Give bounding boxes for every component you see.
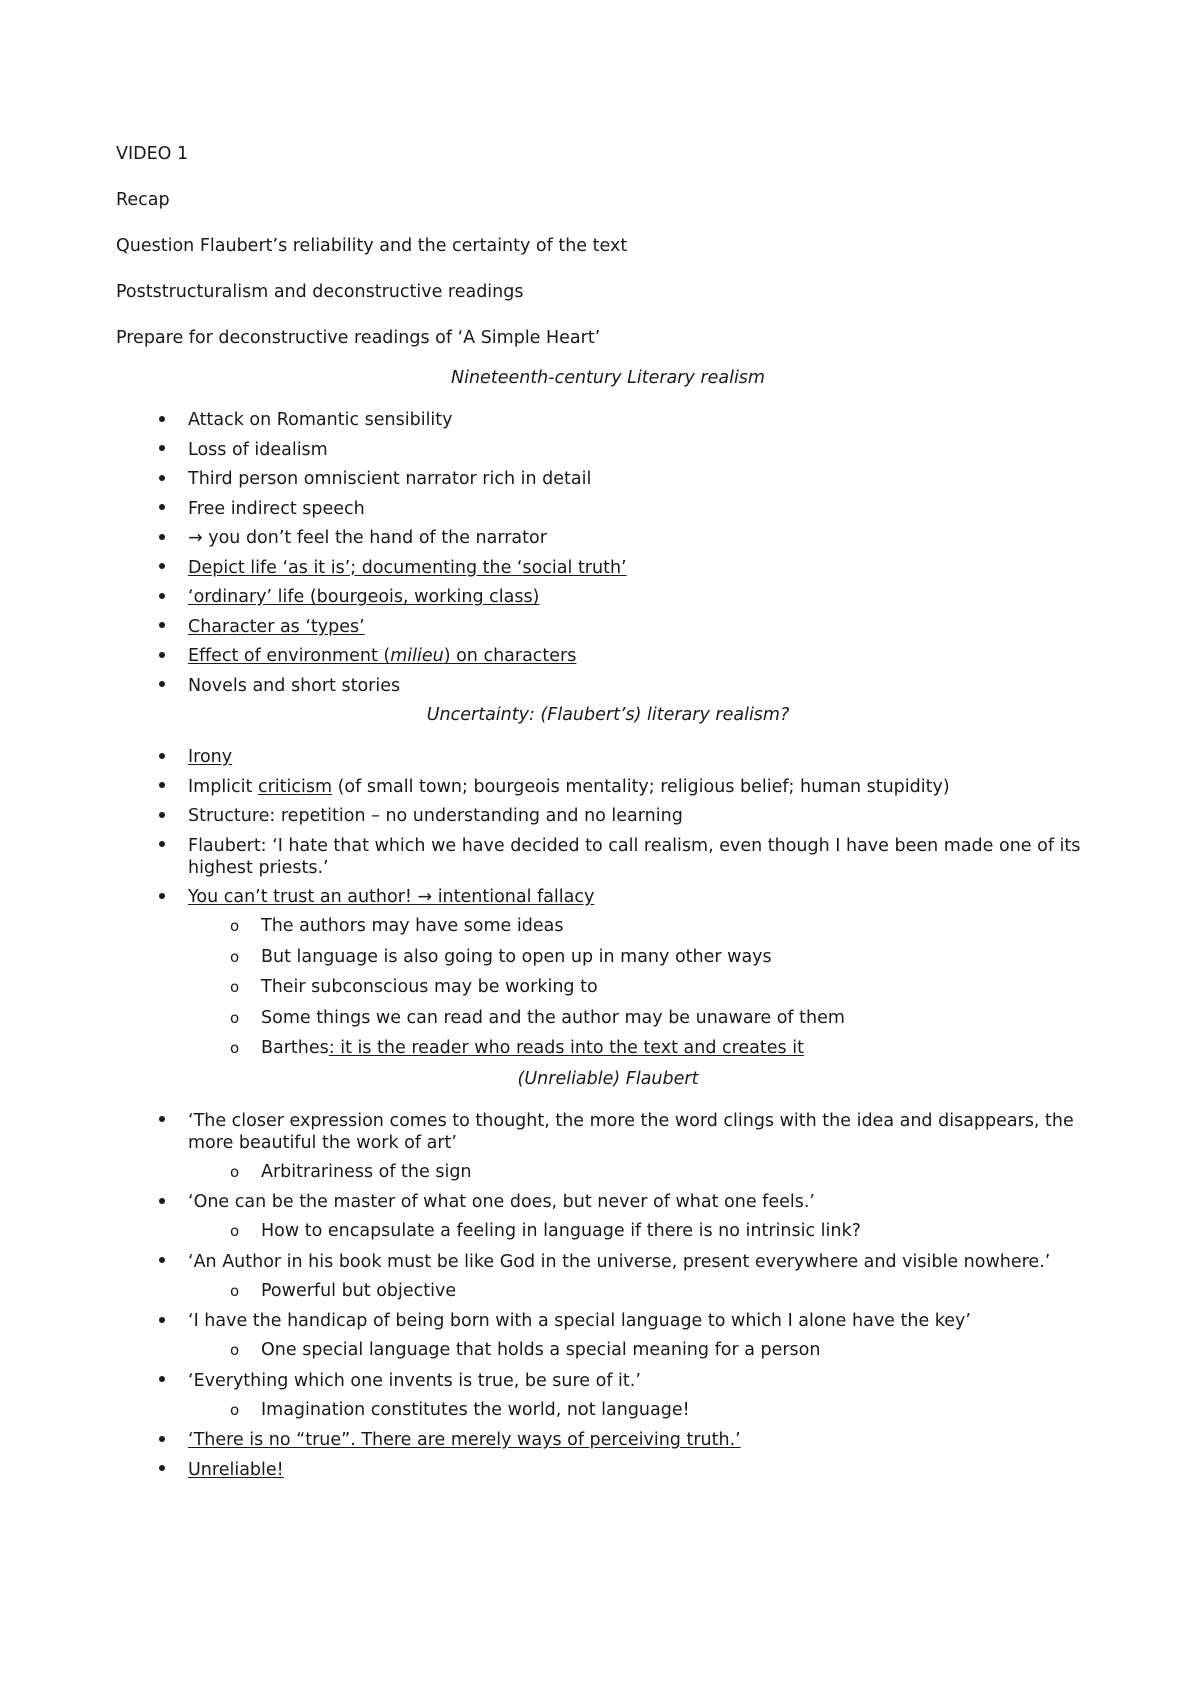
intro-line: Prepare for deconstructive readings of ‘A Simple Heart’ <box>116 328 601 348</box>
bullet-list <box>116 409 1100 697</box>
bullet-icon <box>158 1191 166 1213</box>
list-item: ‘ordinary’ life (bourgeois, working class) <box>116 586 1100 608</box>
list-item: Flaubert: ‘I hate that which we have decided to call realism, even though I have been made one of its highest priests.’ <box>116 835 1108 879</box>
section-heading: (Unreliable) Flaubert <box>517 1068 699 1089</box>
bullet-list <box>116 1110 1100 1481</box>
list-item: Free indirect speech <box>116 498 1100 520</box>
list-item: Novels and short stories <box>116 675 1100 697</box>
sub-list <box>188 1339 1108 1361</box>
list-item: Depict life ‘as it is’; documenting the ‘social truth’ <box>116 557 1100 579</box>
bullet-icon <box>158 498 166 520</box>
list-item: Third person omniscient narrator rich in detail <box>116 468 1100 490</box>
bullet-icon <box>158 439 166 461</box>
section-heading: Nineteenth-century Literary realism <box>451 368 765 388</box>
sub-list-item: o Powerful but objective <box>230 1280 457 1301</box>
list-item: Irony <box>116 746 1100 768</box>
bullet-icon <box>158 1251 166 1273</box>
bullet-icon <box>158 409 166 431</box>
sub-list-item: o Arbitrariness of the sign <box>230 1161 472 1182</box>
sub-list-item: o Imagination constitutes the world, not language! <box>230 1399 690 1420</box>
circle-marker-icon: o <box>230 1039 240 1057</box>
bullet-icon <box>158 1110 166 1132</box>
list-item: You can’t trust an author! → intentional fallacy o The authors may have some ideas o But language is also going to open up in many other ways o Their subconscious may be working to o Some things we can read and the author may be unaware of them o Barthes: it is the reader who reads into the text and creates it <box>116 886 1100 1059</box>
list-item: Effect of environment (milieu) on characters <box>116 645 1100 667</box>
circle-marker-icon: o <box>230 917 240 935</box>
list-item: Structure: repetition – no understanding and no learning <box>116 805 1100 827</box>
bullet-icon <box>158 557 166 579</box>
bullet-icon <box>158 746 166 768</box>
bullet-icon <box>158 1370 166 1392</box>
circle-marker-icon: o <box>230 1222 240 1240</box>
bullet-list <box>116 746 1100 1059</box>
doc-title: VIDEO 1 <box>116 144 189 164</box>
list-item: ‘There is no “true”. There are merely ways of perceiving truth.’ <box>116 1429 1100 1451</box>
sub-list-item: o One special language that holds a special meaning for a person <box>230 1340 821 1360</box>
list-item: Implicit criticism (of small town; bourgeois mentality; religious belief; human stupidity) <box>116 776 1100 798</box>
circle-marker-icon: o <box>230 1162 240 1181</box>
list-item: ‘An Author in his book must be like God in the universe, present everywhere and visible nowhere.’ o Powerful but objective <box>116 1251 1108 1302</box>
list-item: ‘I have the handicap of being born with a special language to which I alone have the key’ o One special language that holds a special meaning for a person <box>116 1310 1108 1361</box>
list-item: ‘The closer expression comes to thought, the more the word clings with the idea and disappears, the more beautiful the work of art’ o Arbitrariness of the sign <box>116 1110 1108 1183</box>
bullet-icon <box>158 616 166 638</box>
list-item: Attack on Romantic sensibility <box>116 409 1100 431</box>
bullet-icon <box>158 675 166 697</box>
bullet-icon <box>158 805 166 827</box>
bullet-icon <box>158 645 166 667</box>
sub-list-item: o Barthes: it is the reader who reads into the text and creates it <box>230 1038 804 1058</box>
circle-marker-icon: o <box>230 947 240 966</box>
sub-list-item: o The authors may have some ideas <box>230 916 564 936</box>
list-item: ‘One can be the master of what one does, but never of what one feels.’ o How to encapsulate a feeling in language if there is no intrinsic link? <box>116 1191 1100 1242</box>
circle-marker-icon: o <box>230 1400 240 1419</box>
list-item: → you don’t feel the hand of the narrator <box>116 527 1100 549</box>
circle-marker-icon: o <box>230 1281 240 1300</box>
bullet-icon <box>158 1310 166 1332</box>
circle-marker-icon: o <box>230 1008 240 1027</box>
sub-list-item: o But language is also going to open up in many other ways <box>230 946 772 967</box>
sub-list <box>188 1161 1108 1183</box>
list-item: Loss of idealism <box>116 439 1100 461</box>
bullet-icon <box>158 886 166 908</box>
sub-list <box>188 1280 1108 1302</box>
list-item: ‘Everything which one invents is true, be sure of it.’ o Imagination constitutes the world, not language! <box>116 1370 1100 1421</box>
bullet-icon <box>158 835 166 857</box>
sub-list-item: o Their subconscious may be working to <box>230 977 598 997</box>
bullet-icon <box>158 776 166 798</box>
circle-marker-icon: o <box>230 978 240 996</box>
sub-list <box>188 1220 1100 1242</box>
sub-list <box>188 915 1100 1059</box>
bullet-icon <box>158 1459 166 1481</box>
intro-line: Question Flaubert’s reliability and the certainty of the text <box>116 236 628 256</box>
circle-marker-icon: o <box>230 1341 240 1359</box>
list-item: Character as ‘types’ <box>116 616 1100 638</box>
bullet-icon <box>158 527 166 549</box>
bullet-icon <box>158 1429 166 1451</box>
sub-list-item: o How to encapsulate a feeling in language if there is no intrinsic link? <box>230 1221 861 1241</box>
bullet-icon <box>158 468 166 490</box>
section-heading: Uncertainty: (Flaubert’s) literary realism? <box>426 705 790 725</box>
sub-list <box>188 1399 1100 1421</box>
intro-line: Poststructuralism and deconstructive readings <box>116 282 524 302</box>
intro-line: Recap <box>116 190 170 210</box>
bullet-icon <box>158 586 166 608</box>
sub-list-item: o Some things we can read and the author may be unaware of them <box>230 1007 845 1028</box>
list-item: Unreliable! <box>116 1459 1100 1481</box>
